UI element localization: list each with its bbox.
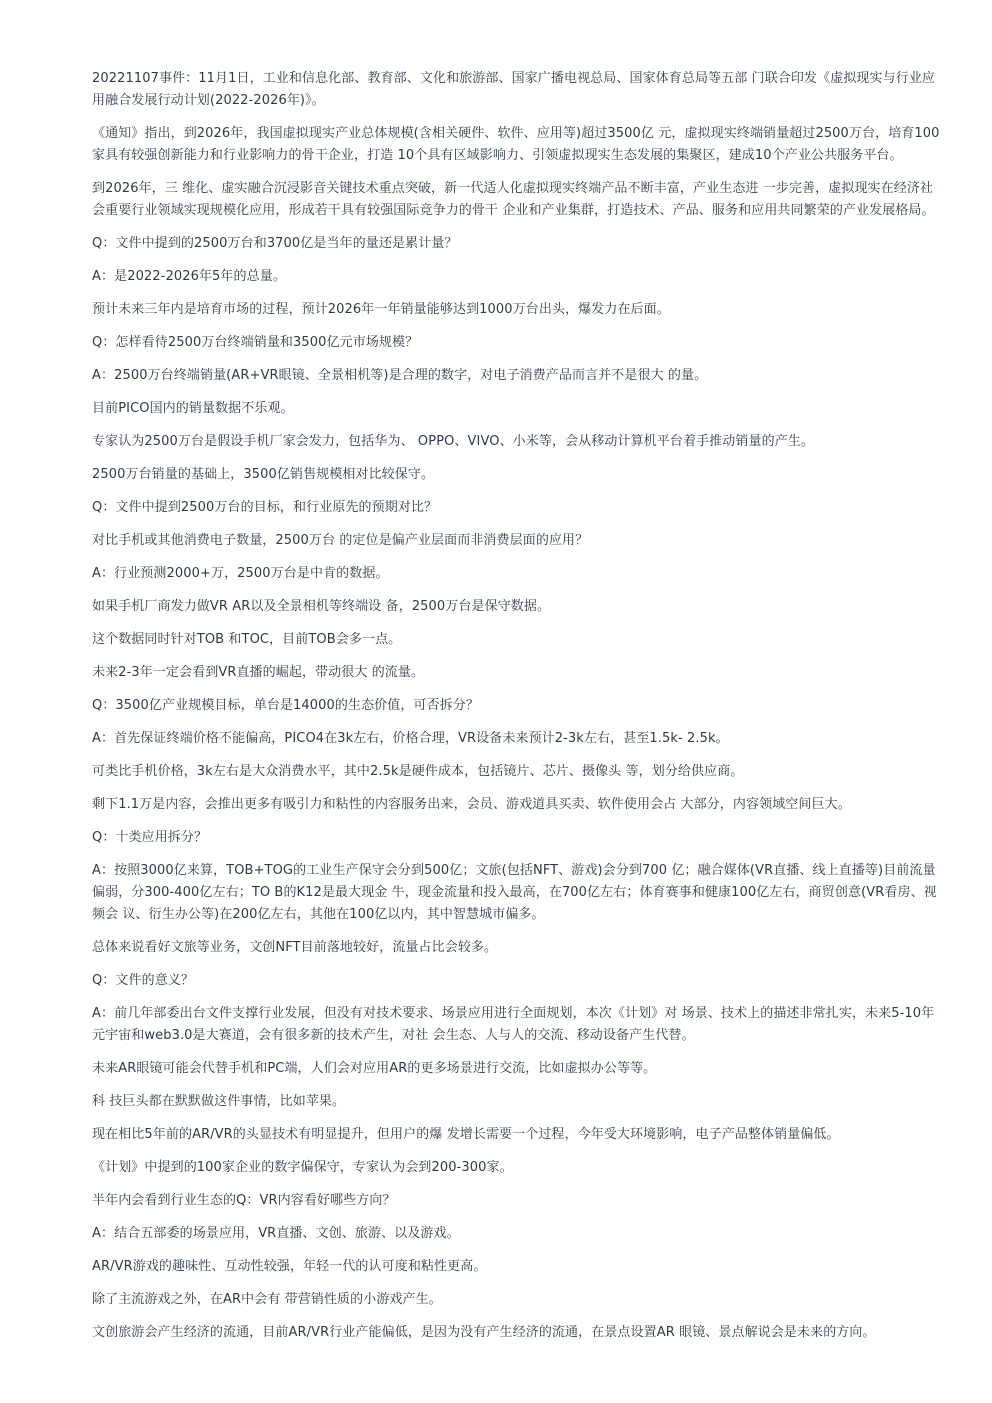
paragraph: 这个数据同时针对TOB 和TOC，目前TOB会多一点。 — [92, 632, 402, 647]
paragraph: 文创旅游会产生经济的流通，目前AR/VR行业产能偏低，是因为没有产生经济的流通，在景点设置AR 眼镜、景点解说会是未来的方向。 — [92, 1325, 876, 1340]
paragraph: 如果手机厂商发力做VR AR以及全景相机等终端设 备，2500万台是保守数据。 — [92, 599, 551, 614]
paragraph: 总体来说看好文旅等业务，文创NFT目前落地较好，流量占比会较多。 — [92, 940, 498, 955]
paragraph-2026-goals: 到2026年，三 维化、虚实融合沉浸影音关键技术重点突破，新一代适人化虚拟现实终端产品不断丰富，产业生态进 一步完善，虚拟现实在经济社会重要行业领域实现规模化应用，形成若干具有较强国际竞争力的骨干 企业和产业集群，打造技术、产品、服务和应用共同繁荣的产业发展格局。 — [92, 181, 935, 218]
paragraph: 《计划》中提到的100家企业的数字偏保守，专家认为会到200-300家。 — [92, 1160, 513, 1175]
paragraph: 未来AR眼镜可能会代替手机和PC端，人们会对应用AR的更多场景进行交流，比如虚拟办公等等。 — [92, 1061, 657, 1076]
question-4: Q：3500亿产业规模目标，单台是14000的生态价值，可否拆分？ — [92, 698, 479, 713]
paragraph: 2500万台销量的基础上，3500亿销售规模相对比较保守。 — [92, 467, 435, 482]
paragraph: 未来2-3年一定会看到VR直播的崛起，带动很大 的流量。 — [92, 665, 425, 680]
paragraph: 剩下1.1万是内容，会推出更多有吸引力和粘性的内容服务出来，会员、游戏道具买卖、软件使用会占 大部分，内容领域空间巨大。 — [92, 797, 851, 812]
answer-4: A：首先保证终端价格不能偏高，PICO4在3k左右，价格合理，VR设备未来预计2-3k左右，甚至1.5k- 2.5k。 — [92, 731, 729, 746]
question-2: Q：怎样看待2500万台终端销量和3500亿元市场规模？ — [92, 335, 419, 350]
question-6: Q：文件的意义？ — [92, 973, 195, 988]
paragraph: 可类比手机价格，3k左右是大众消费水平，其中2.5k是硬件成本，包括镜片、芯片、摄像头 等，划分给供应商。 — [92, 764, 744, 779]
paragraph: 现在相比5年前的AR/VR的头显技术有明显提升，但用户的爆 发增长需要一个过程，今年受大环境影响，电子产品整体销量偏低。 — [92, 1127, 840, 1142]
paragraph: 除了主流游戏之外，在AR中会有 带营销性质的小游戏产生。 — [92, 1292, 442, 1307]
question-5: Q：十类应用拆分？ — [92, 830, 208, 845]
answer-7: A：结合五部委的场景应用，VR直播、文创、旅游、以及游戏。 — [92, 1226, 460, 1241]
paragraph: AR/VR游戏的趣味性、互动性较强，年轻一代的认可度和粘性更高。 — [92, 1259, 487, 1274]
answer-5: A：按照3000亿来算，TOB+TOG的工业生产保守会分到500亿；文旅(包括NFT、游戏)会分到700 亿；融合媒体(VR直播、线上直播等)目前流量偏弱，分300-400亿左右；TO B的K12是最大现金 牛，现金流量和投入最高，在700亿左右；体育赛事和健康100亿左右，商贸创意(VR看房、视频会 议、衍生办公等)在200亿左右，其他在100亿以内，其中智慧城市偏多。 — [92, 863, 937, 922]
paragraph-notice: 《通知》指出，到2026年，我国虚拟现实产业总体规模(含相关硬件、软件、应用等)超过3500亿 元，虚拟现实终端销量超过2500万台，培育100家具有较强创新能力和行业影响力的骨干企业，打造 10个具有区域影响力、引领虚拟现实生态发展的集聚区，建成10个产业公共服务平台。 — [92, 126, 940, 163]
paragraph: 目前PICO国内的销量数据不乐观。 — [92, 401, 294, 416]
answer-2: A：2500万台终端销量(AR+VR眼镜、全景相机等)是合理的数字，对电子消费产品而言并不是很大 的量。 — [92, 368, 708, 383]
paragraph: 预计未来三年内是培育市场的过程，预计2026年一年销量能够达到1000万台出头，爆发力在后面。 — [92, 302, 670, 317]
paragraph: 专家认为2500万台是假设手机厂家会发力，包括华为、 OPPO、VIVO、小米等，会从移动计算机平台着手推动销量的产生。 — [92, 434, 814, 449]
paragraph: 对比手机或其他消费电子数量，2500万台 的定位是偏产业层面而非消费层面的应用？ — [92, 533, 589, 548]
question-3: Q：文件中提到2500万台的目标，和行业原先的预期对比？ — [92, 500, 438, 515]
answer-3: A：行业预测2000+万，2500万台是中肯的数据。 — [92, 566, 389, 581]
question-1: Q：文件中提到的2500万台和3700亿是当年的量还是累计量？ — [92, 236, 458, 251]
question-7: 半年内会看到行业生态的Q：VR内容看好哪些方向？ — [92, 1193, 396, 1208]
paragraph: 科 技巨头都在默默做这件事情，比如苹果。 — [92, 1094, 346, 1109]
paragraph-event: 20221107事件：11月1日，工业和信息化部、教育部、文化和旅游部、国家广播电视总局、国家体育总局等五部 门联合印发《虚拟现实与行业应用融合发展行动计划(2022-2026年)》。 — [92, 71, 936, 108]
answer-1: A：是2022-2026年5年的总量。 — [92, 269, 286, 284]
answer-6: A：前几年部委出台文件支撑行业发展，但没有对技术要求、场景应用进行全面规划，本次《计划》对 场景、技术上的描述非常扎实，未来5-10年元宇宙和web3.0是大赛道，会有很多新的技术产生，对社 会生态、人与人的交流、移动设备产生代替。 — [92, 1006, 935, 1043]
